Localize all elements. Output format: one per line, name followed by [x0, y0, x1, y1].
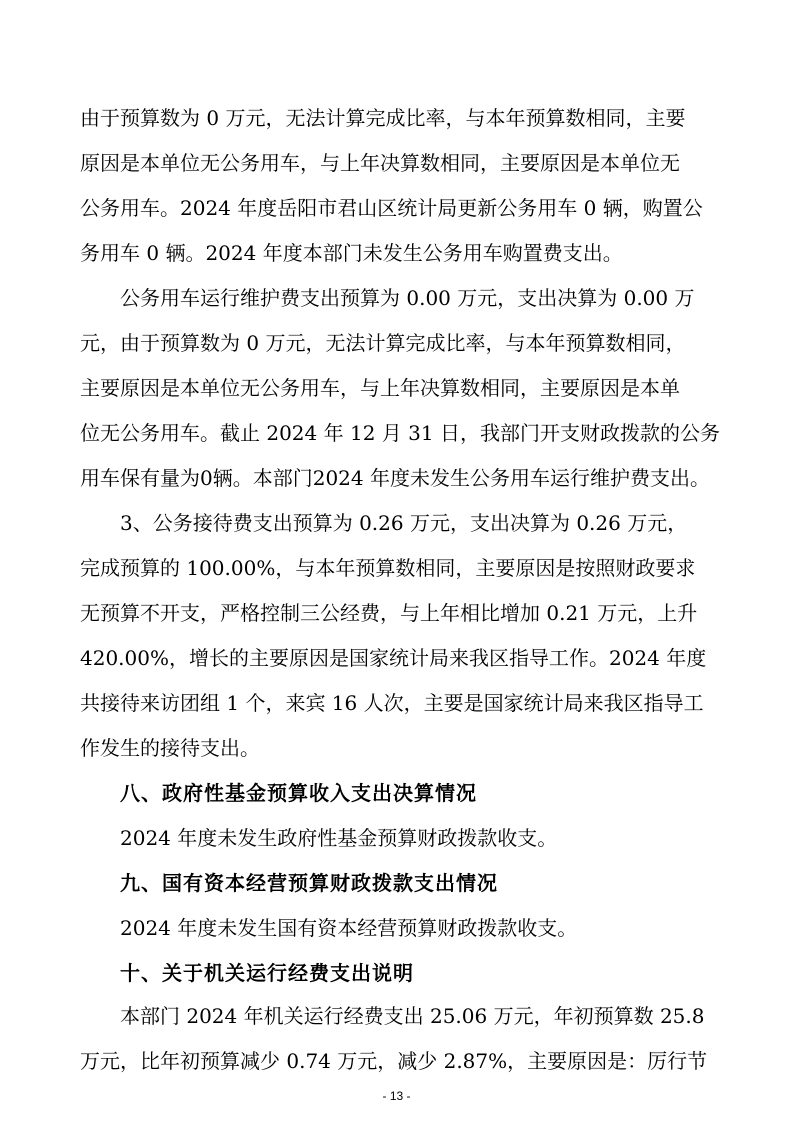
section-heading: 十、关于机关运行经费支出说明 — [120, 961, 414, 985]
paragraph-line: 务用车 0 辆。2024 年度本部门未发生公务用车购置费支出。 — [80, 241, 623, 265]
page-number: - 13 - — [382, 1089, 411, 1103]
paragraph-line: 公务用车。2024 年度岳阳市君山区统计局更新公务用车 0 辆，购置公 — [80, 196, 703, 220]
paragraph-line: 位无公务用车。截止 2024 年 12 月 31 日，我部门开支财政拨款的公务 — [80, 421, 720, 445]
paragraph-line: 完成预算的 100.00%，与本年预算数相同，主要原因是按照财政要求 — [80, 556, 696, 580]
section-heading: 八、政府性基金预算收入支出决算情况 — [120, 781, 477, 805]
paragraph-line: 2024 年度未发生国有资本经营预算财政拨款收支。 — [120, 916, 578, 940]
paragraph-line: 2024 年度未发生政府性基金预算财政拨款收支。 — [120, 826, 558, 850]
paragraph-line: 主要原因是本单位无公务用车，与上年决算数相同，主要原因是本单 — [80, 376, 680, 400]
paragraph-line: 万元，比年初预算减少 0.74 万元，减少 2.87%，主要原因是：厉行节 — [80, 1049, 708, 1073]
paragraph-line: 元，由于预算数为 0 万元，无法计算完成比率，与本年预算数相同， — [80, 331, 686, 355]
paragraph-line: 420.00%，增长的主要原因是国家统计局来我区指导工作。2024 年度 — [80, 646, 707, 670]
paragraph-line: 3、公务接待费支出预算为 0.26 万元，支出决算为 0.26 万元， — [120, 511, 688, 535]
paragraph-line: 公务用车运行维护费支出预算为 0.00 万元，支出决算为 0.00 万 — [120, 286, 695, 310]
section-heading: 九、国有资本经营预算财政拨款支出情况 — [120, 871, 498, 895]
paragraph-line: 由于预算数为 0 万元，无法计算完成比率，与本年预算数相同，主要 — [80, 106, 686, 130]
paragraph-line: 共接待来访团组 1 个，来宾 16 人次，主要是国家统计局来我区指导工 — [80, 691, 704, 715]
paragraph-line: 原因是本单位无公务用车，与上年决算数相同，主要原因是本单位无 — [80, 151, 680, 175]
paragraph-line: 无预算不开支，严格控制三公经费，与上年相比增加 0.21 万元，上升 — [80, 601, 698, 625]
paragraph-line: 本部门 2024 年机关运行经费支出 25.06 万元，年初预算数 25.8 — [120, 1004, 705, 1028]
paragraph-line: 作发生的接待支出。 — [80, 736, 260, 760]
paragraph-line: 用车保有量为0辆。本部门2024 年度未发生公务用车运行维护费支出。 — [80, 466, 710, 490]
